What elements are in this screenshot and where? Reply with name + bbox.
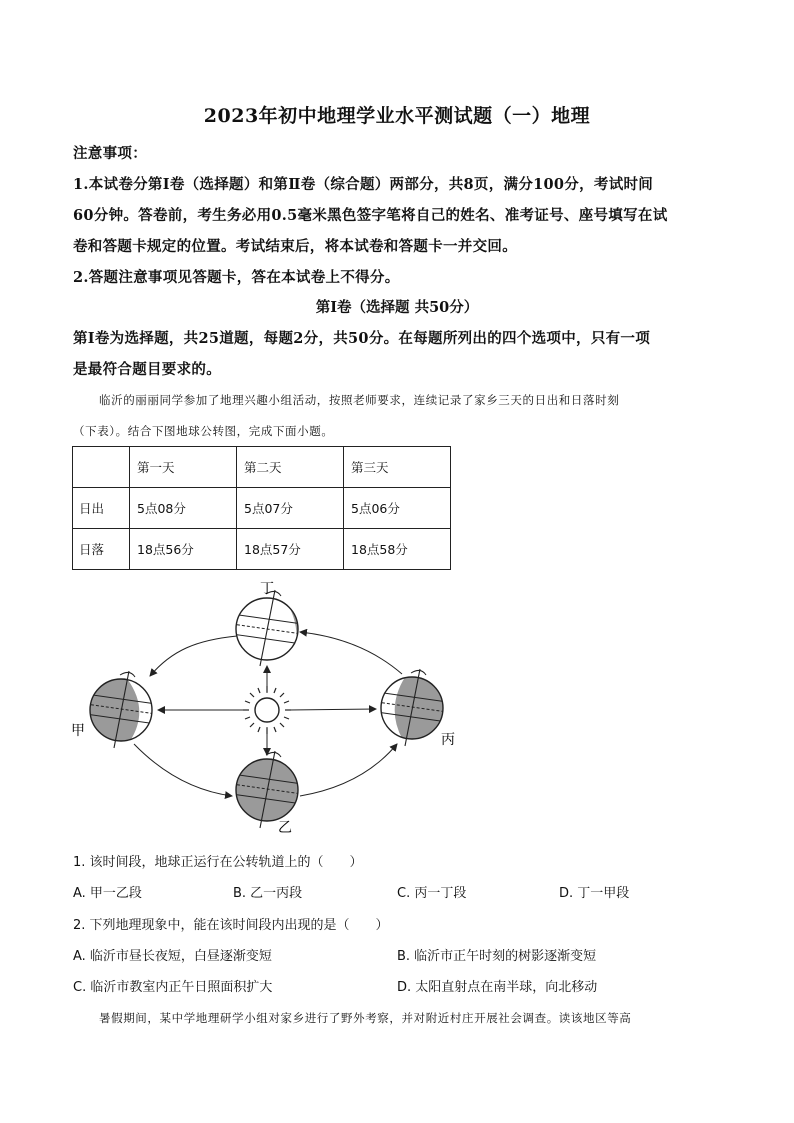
- sun-icon: [243, 686, 291, 734]
- notice-line: 卷和答题卡规定的位置。考试结束后，将本试卷和答题卡一并交回。: [73, 238, 517, 255]
- label-ding: 丁: [260, 581, 274, 597]
- table-cell: 5点06分: [344, 488, 451, 529]
- section-heading: 第Ⅰ卷（选择题 共50分）: [315, 299, 479, 316]
- notice-line: 2.答题注意事项见答题卡，答在本试卷上不得分。: [73, 269, 400, 286]
- table-header-cell: 第三天: [344, 447, 451, 488]
- table-cell: 18点58分: [344, 529, 451, 570]
- question-1-stem: 1. 该时间段，地球正运行在公转轨道上的（ ）: [73, 855, 363, 870]
- section-instruction: 第Ⅰ卷为选择题，共25道题，每题2分，共50分。在每题所列出的四个选项中，只有一项: [73, 330, 651, 347]
- page-title: 2023年初中地理学业水平测试题（一）地理: [203, 105, 591, 127]
- earth-revolution-diagram: [62, 578, 482, 843]
- table-header-cell: 第二天: [237, 447, 344, 488]
- table-header-cell: 第一天: [130, 447, 237, 488]
- orbit-arrow: [134, 744, 232, 796]
- table-row: [73, 447, 451, 488]
- question-2-stem: 2. 下列地理现象中，能在该时间段内出现的是（ ）: [73, 918, 389, 933]
- material-text: （下表）。结合下图地球公转图，完成下面小题。: [73, 424, 334, 438]
- question-2-option-d[interactable]: D. 太阳直射点在南半球，向北移动: [397, 980, 598, 995]
- notice-heading: 注意事项：: [73, 145, 147, 162]
- question-2-option-c[interactable]: C. 临沂市教室内正午日照面积扩大: [73, 980, 273, 995]
- orbit-arrow: [300, 632, 402, 674]
- section-instruction: 是最符合题目要求的。: [73, 361, 221, 378]
- question-2-option-b[interactable]: B. 临沂市正午时刻的树影逐渐变短: [397, 949, 597, 964]
- earth-globe-icon: [86, 671, 157, 748]
- label-bing: 丙: [441, 732, 455, 748]
- orbit-arrow: [150, 636, 237, 676]
- table-row-label: 日落: [73, 529, 130, 570]
- question-1-option-a[interactable]: A. 甲一乙段: [73, 886, 142, 901]
- question-1-option-b[interactable]: B. 乙一丙段: [233, 886, 303, 901]
- notice-line: 60分钟。答卷前，考生务必用0.5毫米黑色签字笔将自己的姓名、准考证号、座号填写在试: [73, 207, 668, 224]
- question-2-option-a[interactable]: A. 临沂市昼长夜短，白昼逐渐变短: [73, 949, 272, 964]
- earth-globe-icon: [374, 669, 447, 746]
- orbit-arrow: [300, 744, 397, 796]
- table-cell: [73, 447, 130, 488]
- table-row: [73, 488, 451, 529]
- table-cell: 5点08分: [130, 488, 237, 529]
- table-cell: 5点07分: [237, 488, 344, 529]
- earth-globe-icon: [232, 751, 302, 828]
- label-jia: 甲: [71, 723, 85, 739]
- earth-globe-icon: [232, 590, 307, 666]
- table-cell: 18点57分: [237, 529, 344, 570]
- sunrise-sunset-table: [72, 446, 451, 570]
- material-text: 暑假期间，某中学地理研学小组对家乡进行了野外考察，并对附近村庄开展社会调查。读该地区等高: [99, 1011, 632, 1025]
- question-1-option-d[interactable]: D. 丁一甲段: [559, 886, 630, 901]
- material-text: 临沂的丽丽同学参加了地理兴趣小组活动，按照老师要求，连续记录了家乡三天的日出和日落时刻: [99, 393, 620, 407]
- notice-line: 1.本试卷分第Ⅰ卷（选择题）和第Ⅱ卷（综合题）两部分，共8页，满分100分，考试时间: [73, 176, 654, 193]
- table-row: [73, 529, 451, 570]
- label-yi: 乙: [278, 820, 292, 836]
- question-1-option-c[interactable]: C. 丙一丁段: [397, 886, 467, 901]
- table-row-label: 日出: [73, 488, 130, 529]
- table-cell: 18点56分: [130, 529, 237, 570]
